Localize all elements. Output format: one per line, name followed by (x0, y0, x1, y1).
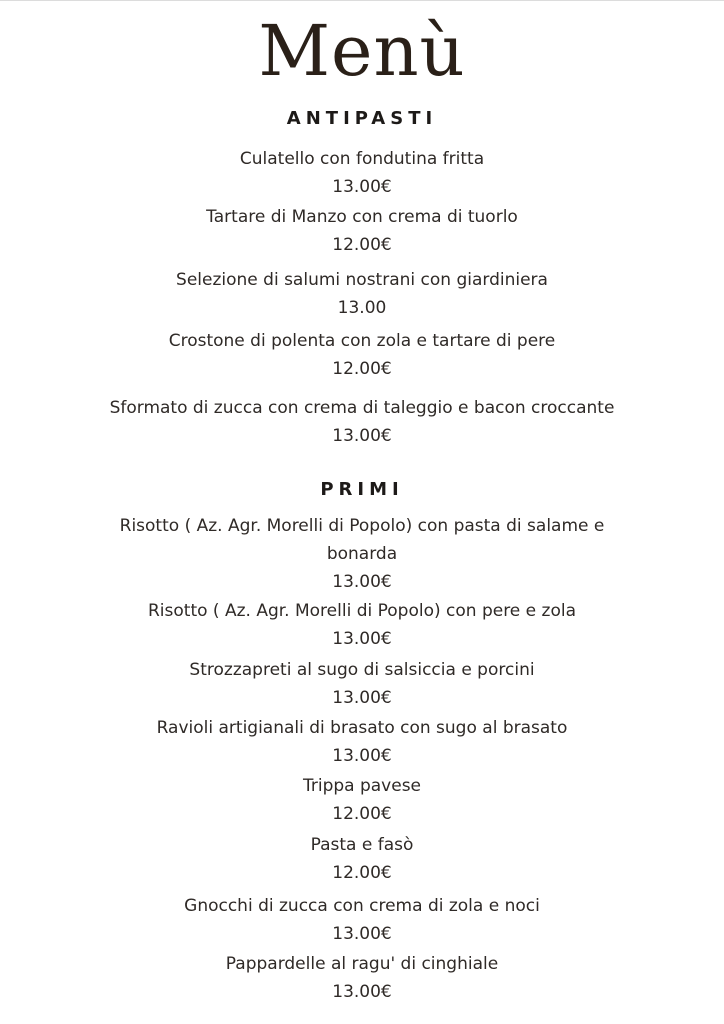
item-price: 13.00€ (332, 982, 392, 1002)
menu-item (0, 597, 724, 653)
section-heading-antipasti: ANTIPASTI (286, 108, 438, 129)
menu-item (0, 266, 724, 322)
item-price: 13.00€ (332, 426, 392, 446)
menu-item (0, 714, 724, 770)
item-price: 12.00€ (332, 235, 392, 255)
item-price: 13.00€ (332, 629, 392, 649)
item-name: Pasta e fasò (310, 835, 414, 855)
item-name: Trippa pavese (302, 776, 422, 796)
menu-item (0, 950, 724, 1006)
item-name-continued: bonarda (326, 544, 398, 564)
item-name: Risotto ( Az. Agr. Morelli di Popolo) con pere e zola (148, 601, 576, 621)
menu-item (0, 831, 724, 887)
menu-item (0, 394, 724, 450)
item-name: Strozzapreti al sugo di salsiccia e porcini (189, 660, 535, 680)
item-price: 12.00€ (332, 804, 392, 824)
item-name: Selezione di salumi nostrani con giardiniera (176, 270, 548, 290)
item-price: 13.00€ (332, 688, 392, 708)
menu-title: Menù (258, 10, 466, 92)
item-price: 13.00 (337, 298, 387, 318)
item-price: 12.00€ (332, 863, 392, 883)
item-price: 13.00€ (332, 572, 392, 592)
item-name: Risotto ( Az. Agr. Morelli di Popolo) con pasta di salame e (119, 516, 605, 536)
item-name: Crostone di polenta con zola e tartare di pere (168, 331, 556, 351)
item-name: Sformato di zucca con crema di taleggio e bacon croccante (109, 398, 615, 418)
item-name: Gnocchi di zucca con crema di zola e noci (184, 896, 540, 916)
section-heading-primi: PRIMI (320, 479, 404, 500)
menu-item (0, 892, 724, 948)
menu-item (0, 145, 724, 201)
item-name: Pappardelle al ragu' di cinghiale (225, 954, 499, 974)
menu-item (0, 327, 724, 383)
menu-item (0, 512, 724, 596)
item-name: Tartare di Manzo con crema di tuorlo (206, 207, 518, 227)
item-price: 13.00€ (332, 746, 392, 766)
item-price: 12.00€ (332, 359, 392, 379)
menu-item (0, 772, 724, 828)
menu-item (0, 203, 724, 259)
item-price: 13.00€ (332, 924, 392, 944)
item-price: 13.00€ (332, 177, 392, 197)
menu-item (0, 656, 724, 712)
item-name: Ravioli artigianali di brasato con sugo al brasato (156, 718, 568, 738)
item-name: Culatello con fondutina fritta (239, 149, 485, 169)
